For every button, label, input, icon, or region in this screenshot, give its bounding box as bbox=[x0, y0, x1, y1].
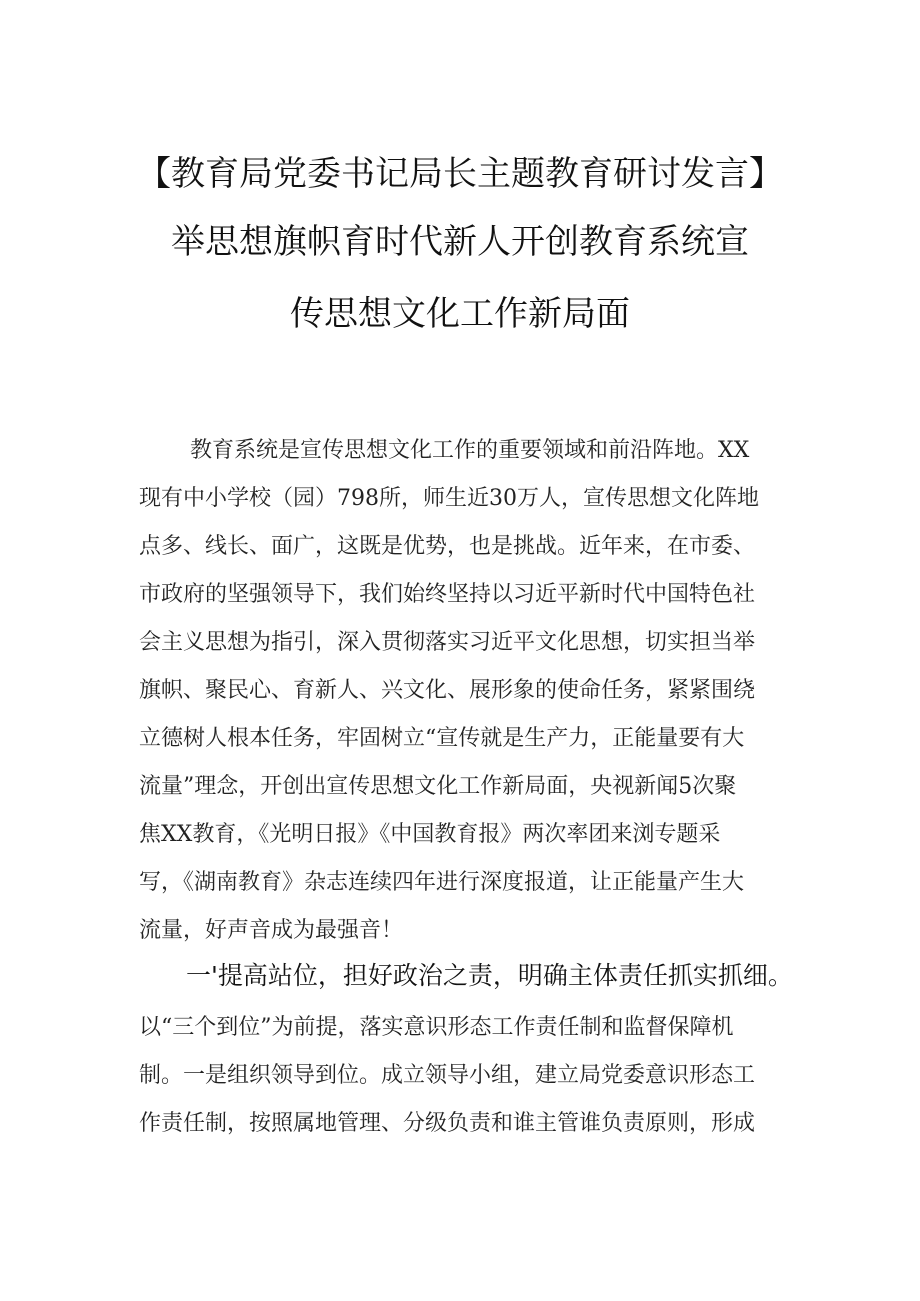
paragraph2-line-1: 以“三个到位”为前提，落实意识形态工作责任制和监督保障机 bbox=[139, 1015, 734, 1040]
paragraph1-line-9: 焦XX教育，《光明日报》《中国教育报》两次率团来浏专题采 bbox=[139, 822, 721, 847]
title-line-3: 传思想文化工作新局面 bbox=[290, 294, 630, 334]
paragraph1-line-1: 教育系统是宣传思想文化工作的重要领域和前沿阵地。XX bbox=[190, 438, 750, 463]
title-line-1: 【教育局党委书记局长主题教育研讨发言】 bbox=[137, 154, 783, 194]
paragraph2-line-3: 作责任制，按照属地管理、分级负责和谁主管谁负责原则，形成 bbox=[139, 1111, 756, 1136]
paragraph1-line-8: 流量”理念，开创出宣传思想文化工作新局面，央视新闻5次聚 bbox=[139, 774, 737, 799]
paragraph1-line-2: 现有中小学校（园）798所，师生近30万人，宣传思想文化阵地 bbox=[139, 486, 759, 511]
paragraph1-line-5: 会主义思想为指引，深入贯彻落实习近平文化思想，切实担当举 bbox=[139, 630, 756, 655]
paragraph1-line-6: 旗帜、聚民心、育新人、兴文化、展形象的使命任务，紧紧围绕 bbox=[139, 678, 756, 703]
title-line-2: 举思想旗帜育时代新人开创教育系统宣 bbox=[171, 222, 749, 262]
paragraph1-line-3: 点多、线长、面广，这既是优势，也是挑战。近年来，在市委、 bbox=[139, 534, 756, 559]
paragraph1-line-7: 立德树人根本任务，牢固树立“宣传就是生产力，正能量要有大 bbox=[139, 726, 745, 751]
paragraph2-line-2: 制。一是组织领导到位。成立领导小组，建立局党委意识形态工 bbox=[139, 1063, 756, 1088]
paragraph1-line-10: 写，《湖南教育》杂志连续四年进行深度报道，让正能量产生大 bbox=[139, 870, 745, 895]
paragraph1-line-4: 市政府的坚强领导下，我们始终坚持以习近平新时代中国特色社 bbox=[139, 582, 756, 607]
paragraph1-line-11: 流量，好声音成为最强音！ bbox=[139, 918, 404, 943]
section-heading: 一'提高站位，担好政治之责，明确主体责任抓实抓细。 bbox=[186, 961, 793, 990]
